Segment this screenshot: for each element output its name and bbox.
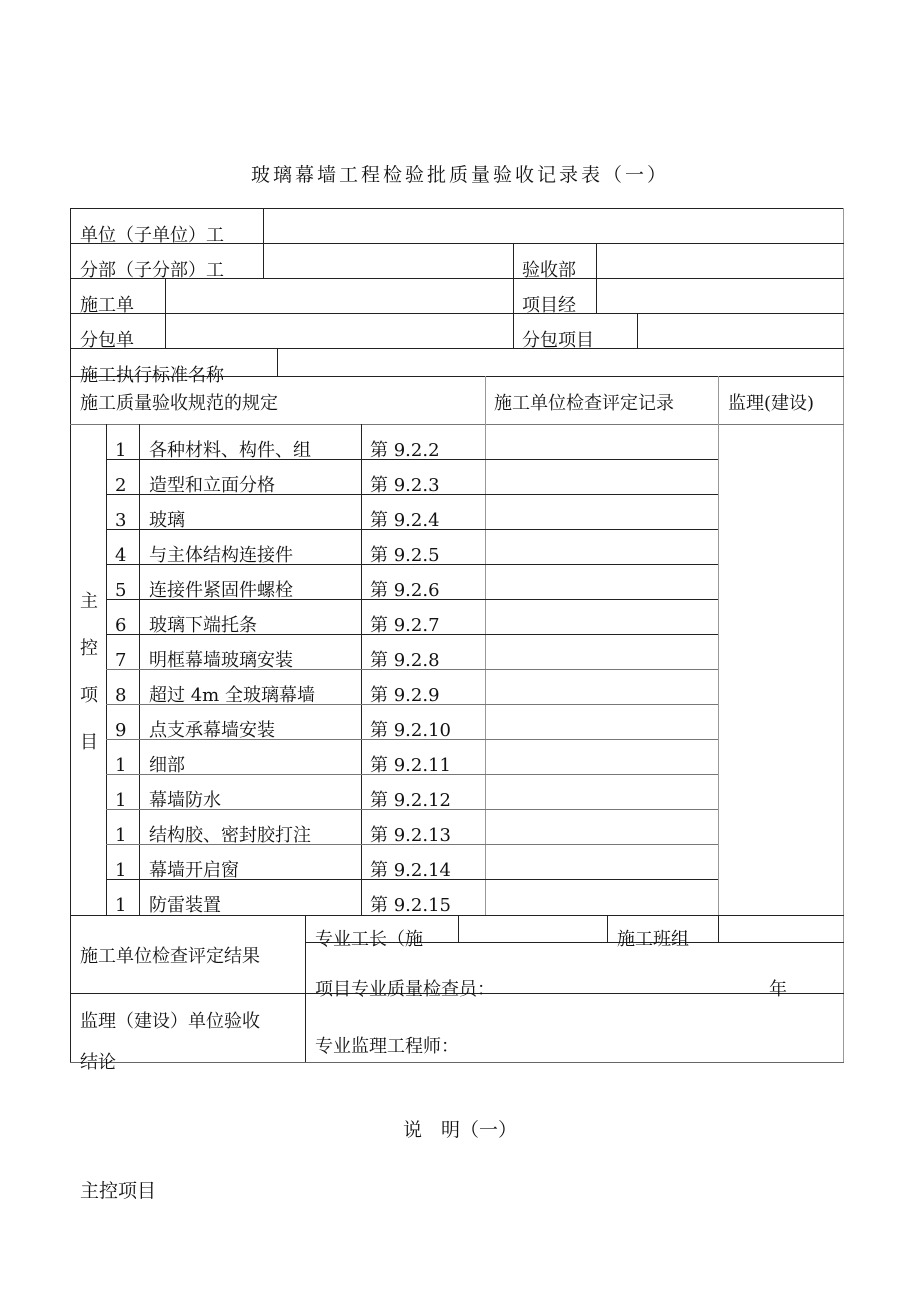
table-border-bottom [70,1062,844,1063]
contractor-label: 施工单 [80,295,134,316]
item-record-field[interactable] [486,530,718,564]
foreman-field[interactable] [459,916,606,942]
standard-field[interactable] [278,349,843,376]
item-number: 5 [115,580,127,601]
group-char: 目 [80,732,98,753]
item-number: 8 [115,685,127,706]
item-record-field[interactable] [486,425,718,459]
contractor-record-column-header: 施工单位检查评定记录 [494,393,674,414]
item-record-field[interactable] [486,600,718,634]
item-description: 明框幕墙玻璃安装 [149,650,293,671]
supervising-engineer-label: 专业监理工程师： [315,1036,459,1057]
item-description: 超过 4m 全玻璃幕墙 [149,685,315,706]
divider [513,243,514,348]
item-description: 幕墙防水 [149,790,221,811]
item-number: 9 [115,720,127,741]
item-record-field[interactable] [486,880,718,914]
year-label: 年 [769,979,787,1000]
unit-project-label: 单位（子单位）工 [80,225,224,246]
item-number: 1 [115,790,127,811]
spec-column-header: 施工质量验收规范的规定 [80,393,278,414]
item-number: 1 [115,755,127,776]
item-record-field[interactable] [486,495,718,529]
item-description: 造型和立面分格 [149,475,275,496]
item-record-field[interactable] [486,740,718,774]
team-field[interactable] [719,916,843,942]
divider [607,915,608,942]
item-number: 2 [115,475,127,496]
item-record-field[interactable] [486,810,718,844]
divider [305,915,306,1062]
item-record-field[interactable] [486,565,718,599]
item-description: 防雷装置 [149,895,221,916]
item-number: 7 [115,650,127,671]
main-control-group-label [79,578,99,766]
foreman-label: 专业工长（施 [315,929,423,950]
subcontract-pm-label: 分包项目 [522,330,594,351]
item-number: 1 [115,825,127,846]
project-manager-field[interactable] [597,279,843,313]
supervisor-result-label: 监理（建设）单位验收 [80,1011,260,1032]
item-clause: 第 9.2.10 [370,720,451,741]
item-record-field[interactable] [486,705,718,739]
item-number: 4 [115,545,127,566]
contractor-field[interactable] [166,279,512,313]
group-char: 控 [80,638,98,659]
item-record-field[interactable] [486,775,718,809]
notes-title: 说 明（一） [402,1119,517,1141]
item-description: 连接件紧固件螺栓 [149,580,293,601]
item-clause: 第 9.2.11 [370,755,451,776]
item-clause: 第 9.2.7 [370,615,440,636]
item-clause: 第 9.2.14 [370,860,451,881]
acceptance-part-field[interactable] [597,244,843,278]
notes-subtitle: 主控项目 [80,1180,157,1202]
item-number: 6 [115,615,127,636]
item-record-field[interactable] [486,460,718,494]
subcontractor-field[interactable] [166,314,512,348]
standard-label: 施工执行标准名称 [80,365,224,386]
document-title: 玻璃幕墙工程检验批质量验收记录表（一） [250,164,669,186]
item-clause: 第 9.2.12 [370,790,451,811]
inspector-label: 项目专业质量检查员： [315,979,495,1000]
table-border-left [70,208,71,1062]
item-description: 与主体结构连接件 [149,545,293,566]
supervisor-column-header: 监理(建设) [728,393,815,414]
item-number: 1 [115,440,127,461]
supervisor-acceptance-cell[interactable] [719,425,843,915]
item-description: 玻璃 [149,510,185,531]
item-record-field[interactable] [486,845,718,879]
item-clause: 第 9.2.8 [370,650,440,671]
item-clause: 第 9.2.15 [370,895,451,916]
item-number: 1 [115,895,127,916]
item-clause: 第 9.2.3 [370,475,440,496]
item-record-field[interactable] [486,635,718,669]
item-clause: 第 9.2.4 [370,510,440,531]
group-char: 项 [80,685,98,706]
item-description: 玻璃下端托条 [149,615,257,636]
unit-project-field[interactable] [264,209,843,243]
item-description: 各种材料、构件、组 [149,440,311,461]
sub-division-field[interactable] [264,244,512,278]
item-description: 结构胶、密封胶打注 [149,825,311,846]
team-label: 施工班组 [617,929,689,950]
item-number: 3 [115,510,127,531]
item-clause: 第 9.2.9 [370,685,440,706]
item-number: 1 [115,860,127,881]
item-clause: 第 9.2.5 [370,545,440,566]
subcontractor-label: 分包单 [80,330,134,351]
project-manager-label: 项目经 [522,295,576,316]
item-clause: 第 9.2.2 [370,440,440,461]
supervisor-result-label-line2: 结论 [80,1052,116,1073]
item-description: 幕墙开启窗 [149,860,239,881]
item-clause: 第 9.2.13 [370,825,451,846]
item-clause: 第 9.2.6 [370,580,440,601]
acceptance-part-label: 验收部 [522,260,576,281]
item-description: 点支承幕墙安装 [149,720,275,741]
item-description: 细部 [149,755,185,776]
contractor-result-label: 施工单位检查评定结果 [80,946,260,967]
item-record-field[interactable] [486,670,718,704]
sub-division-label: 分部（子分部）工 [80,260,224,281]
table-border-right [843,208,844,1062]
group-char: 主 [80,591,98,612]
subcontract-pm-field[interactable] [638,314,843,348]
